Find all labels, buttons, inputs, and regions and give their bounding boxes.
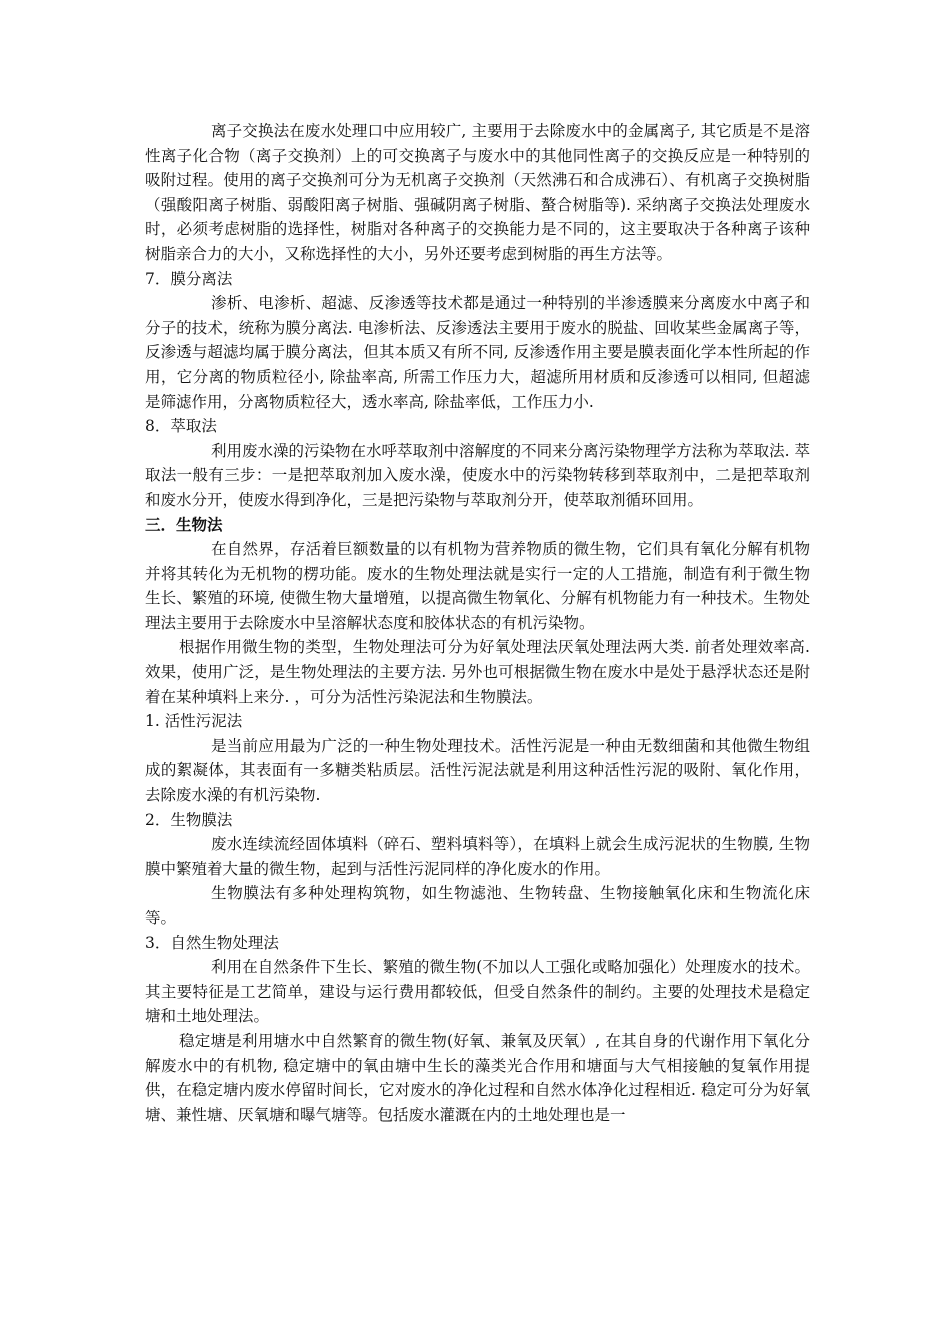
paragraph-natural-biological: 利用在自然条件下生长、繁殖的微生物(不加以人工强化或略加强化）处理废水的技术。其主要特征是工艺简单，建设与运行费用都较低，但受自然条件的制约。主要的处理技术是稳定塘和土地处理法。	[145, 958, 810, 1026]
paragraph-biological-intro: 在自然界，存活着巨额数量的以有机物为营养物质的微生物，它们具有氧化分解有机物并将其转化为无机物的楞功能。废水的生物处理法就是实行一定的人工措施，制造有利于微生物生长、繁殖的环境, 使微生物大量增殖，以提高微生物氧化、分解有机物能力有一种技术。生物处理法主要用于去除废水中呈溶解状态度和胶体状态的有机污染物。	[145, 540, 810, 632]
paragraph-stabilization-pond: 稳定塘是利用塘水中自然繁育的微生物(好氧、兼氧及厌氧）, 在其自身的代谢作用下氧化分解废水中的有机物, 稳定塘中的氧由塘中生长的藻类光合作用和塘面与大气相接触的复氧作用提供，在稳定塘内废水停留时间长，它对废水的净化过程和自然水体净化过程相近. 稳定可分为好氧塘、兼性塘、厌氧塘和曝气塘等。包括废水灌溉在内的土地处理也是一	[145, 1031, 810, 1124]
heading-natural-biological: 3．自然生物处理法	[145, 933, 279, 952]
paragraph-membrane-separation: 渗析、电渗析、超滤、反渗透等技术都是通过一种特别的半渗透膜来分离废水中离子和分子的技术，统称为膜分离法. 电渗析法、反渗透法主要用于废水的脱盐、回收某些金属离子等，反渗透与超滤均属于膜分离法，但其本质又有所不同, 反渗透作用主要是膜表面化学本性所起的作用，它分离的物质粒径小, 除盐率高, 所需工作压力大，超滤所用材质和反渗透可以相同, 但超滤是筛滤作用，分离物质粒径大，透水率高, 除盐率低，工作压力小.	[145, 294, 810, 411]
heading-membrane-separation: 7．膜分离法	[145, 269, 233, 288]
heading-biological-method: 三．生物法	[145, 514, 223, 534]
paragraph-extraction: 利用废水澡的污染物在水呼萃取剂中溶解度的不同来分离污染物理学方法称为萃取法. 萃取法一般有三步：一是把萃取剂加入废水澡，使废水中的污染物转移到萃取剂中，二是把萃取剂和废水分开，使废水得到净化，三是把污染物与萃取剂分开，使萃取剂循环回用。	[145, 441, 810, 509]
heading-biofilm: 2．生物膜法	[145, 810, 233, 829]
paragraph-activated-sludge: 是当前应用最为广泛的一种生物处理技术。活性污泥是一种由无数细菌和其他微生物组成的絮凝体，其表面有一多糖类粘质层。活性污泥法就是利用这种活性污泥的吸附、氧化作用，去除废水澡的有机污染物.	[145, 736, 810, 805]
paragraph-biological-types: 根据作用微生物的类型，生物处理法可分为好氧处理法厌氧处理法两大类. 前者处理效率高. 效果，使用广泛，是生物处理法的主要方法. 另外也可根据微生物在废水中是处于悬浮状态还是附着在某种填料上来分. ，可分为活性污染泥法和生物膜法。	[145, 638, 810, 706]
heading-activated-sludge: 1. 活性污泥法	[145, 712, 243, 731]
document-page	[145, 119, 810, 1127]
paragraph-ion-exchange: 离子交换法在废水处理口中应用较广, 主要用于去除废水中的金属离子, 其它质是不是溶性离子化合物（离子交换剂）上的可交换离子与废水中的其他同性离子的交换反应是一种特别的吸附过程。使用的离子交换剂可分为无机离子交换剂（天然沸石和合成沸石）、有机离子交换树脂（强酸阳离子树脂、弱酸阳离子树脂、强碱阴离子树脂、螯合树脂等). 采纳离子交换法处理废水时，必须考虑树脂的选择性，树脂对各种离子的交换能力是不同的，这主要取决于各种离子该种树脂亲合力的大小，又称选择性的大小，另外还要考虑到树脂的再生方法等。	[145, 122, 810, 263]
heading-extraction: 8．萃取法	[145, 417, 217, 436]
paragraph-biofilm-2: 生物膜法有多种处理构筑物，如生物滤池、生物转盘、生物接触氧化床和生物流化床等。	[145, 884, 810, 927]
paragraph-biofilm-1: 废水连续流经固体填料（碎石、塑料填料等），在填料上就会生成污泥状的生物膜, 生物膜中繁殖着大量的微生物，起到与活性污泥同样的净化废水的作用。	[145, 835, 810, 878]
